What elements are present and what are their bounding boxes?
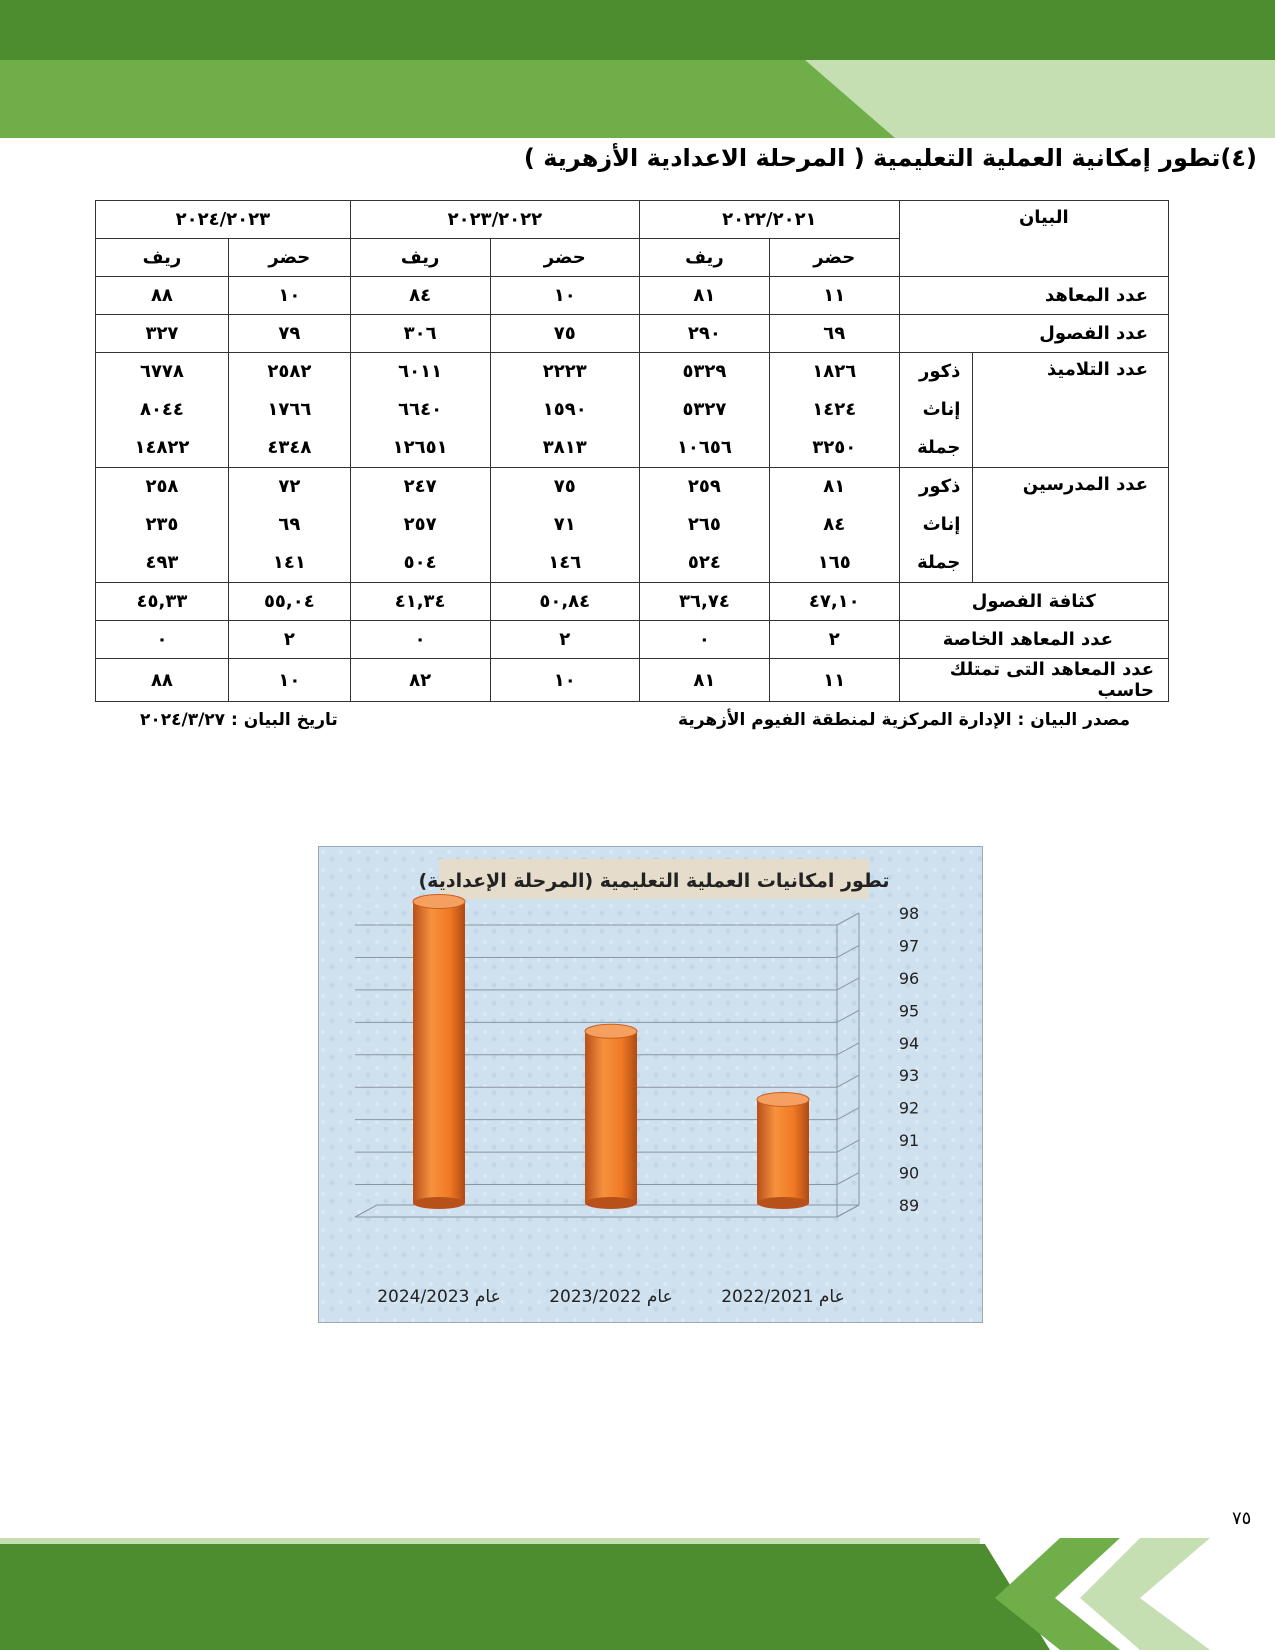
table-cell: ٧٥	[490, 315, 639, 353]
table-row	[96, 659, 1169, 702]
bar-base	[757, 1197, 809, 1209]
table-cell: ٥٣٢٩ ٥٣٢٧ ١٠٦٥٦	[639, 353, 769, 468]
table-cell: ٨٨	[96, 277, 229, 315]
table-cell: ٢	[228, 621, 350, 659]
page-number: ٧٥	[1232, 1508, 1252, 1529]
table-cell: ٨١	[639, 659, 769, 702]
table-cell: ١١	[769, 277, 899, 315]
table-cell: ٢٥٨ ٢٣٥ ٤٩٣	[96, 468, 229, 583]
table-cell: ٦٠١١ ٦٦٤٠ ١٢٦٥١	[350, 353, 490, 468]
sub-label: إناث	[922, 514, 961, 535]
gender-labels	[899, 353, 973, 468]
table-cell: ١٠	[228, 277, 350, 315]
table-cell: ٢٢٢٣ ١٥٩٠ ٣٨١٣	[490, 353, 639, 468]
table-cell: ٨٨	[96, 659, 229, 702]
table-cell: ١٠	[228, 659, 350, 702]
year-header: ٢٠٢٤/٢٠٢٣	[96, 201, 351, 239]
x-tick-label: عام 2024/2023	[377, 1287, 501, 1307]
bar	[413, 902, 465, 1203]
y-tick-label: 92	[898, 1098, 920, 1118]
urban-header: حضر	[490, 239, 639, 277]
table-cell: ٥٠,٨٤	[490, 583, 639, 621]
sub-label: إناث	[922, 399, 961, 420]
y-tick-label: 98	[898, 904, 920, 923]
table-cell: ٥٥,٠٤	[228, 583, 350, 621]
y-tick-label: 90	[898, 1163, 920, 1183]
data-table	[95, 200, 1169, 702]
row-label: عدد المعاهد التى تمتلك حاسب	[899, 659, 1168, 702]
label-header: البيان	[899, 201, 1168, 277]
sub-label: ذكور	[919, 476, 961, 497]
table-cell: ٠	[96, 621, 229, 659]
table-cell: ٤٥,٣٣	[96, 583, 229, 621]
table-cell: ٠	[350, 621, 490, 659]
chart-title: تطور امكانيات العملية التعليمية (المرحلة الإعدادية)	[418, 870, 890, 892]
table-cell: ٧٢ ٦٩ ١٤١	[228, 468, 350, 583]
table-cell: ٨١ ٨٤ ١٦٥	[769, 468, 899, 583]
table-cell: ٢	[769, 621, 899, 659]
table-cell: ٣٦,٧٤	[639, 583, 769, 621]
row-label: عدد المعاهد	[899, 277, 1168, 315]
table-cell: ٨٢	[350, 659, 490, 702]
bar-top	[585, 1024, 637, 1038]
year-header: ٢٠٢٢/٢٠٢١	[639, 201, 899, 239]
table-cell: ٣٠٦	[350, 315, 490, 353]
rural-header: ريف	[96, 239, 229, 277]
table-cell: ٢٥٨٢ ١٧٦٦ ٤٣٤٨	[228, 353, 350, 468]
gender-labels	[899, 468, 973, 583]
x-tick-label: عام 2023/2022	[549, 1287, 673, 1307]
sub-label: جملة	[917, 552, 961, 573]
table-cell: ٨٤	[350, 277, 490, 315]
page-title: (٤)تطور إمكانية العملية التعليمية ( المرحلة الاعدادية الأزهرية )	[523, 144, 1257, 172]
y-tick-label: 97	[898, 936, 920, 956]
table-cell: ٤٧,١٠	[769, 583, 899, 621]
table-cell: ١٠	[490, 277, 639, 315]
table-cell: ٢٥٩ ٢٦٥ ٥٢٤	[639, 468, 769, 583]
row-label: عدد المعاهد الخاصة	[899, 621, 1168, 659]
rural-header: ريف	[639, 239, 769, 277]
bar	[757, 1099, 809, 1203]
table-cell: ٦٩	[769, 315, 899, 353]
y-tick-label: 94	[898, 1033, 920, 1053]
table-cell: ١٠	[490, 659, 639, 702]
table-cell: ١١	[769, 659, 899, 702]
urban-header: حضر	[228, 239, 350, 277]
table-cell: ٨١	[639, 277, 769, 315]
row-label: عدد الفصول	[899, 315, 1168, 353]
sub-label: جملة	[917, 437, 961, 458]
sub-label: ذكور	[919, 361, 961, 382]
table-row	[96, 468, 1169, 583]
year-header: ٢٠٢٣/٢٠٢٢	[350, 201, 639, 239]
y-tick-label: 89	[898, 1196, 920, 1215]
rural-header: ريف	[350, 239, 490, 277]
table-row	[96, 353, 1169, 468]
table-row	[96, 277, 1169, 315]
table-cell: ٧٥ ٧١ ١٤٦	[490, 468, 639, 583]
x-tick-label: عام 2022/2021	[721, 1287, 845, 1307]
table-cell: ٣٢٧	[96, 315, 229, 353]
bar-base	[413, 1197, 465, 1209]
source-note: مصدر البيان : الإدارة المركزية لمنطقة الفيوم الأزهرية	[678, 710, 1130, 730]
row-label: عدد التلاميذ	[973, 353, 1169, 468]
table-row	[96, 315, 1169, 353]
table-cell: ٧٩	[228, 315, 350, 353]
table-cell: ٢٩٠	[639, 315, 769, 353]
row-label: كثافة الفصول	[899, 583, 1168, 621]
header-dark-band	[0, 0, 1275, 60]
bar-chart	[318, 846, 983, 1323]
bar-base	[585, 1197, 637, 1209]
bar-top	[413, 895, 465, 909]
chart-canvas	[319, 847, 982, 1322]
table-row	[96, 621, 1169, 659]
bar	[585, 1031, 637, 1203]
date-note: تاريخ البيان : ٢٠٢٤/٣/٢٧	[140, 710, 338, 730]
row-label: عدد المدرسين	[973, 468, 1169, 583]
header-banner	[0, 0, 1275, 140]
bar-top	[757, 1092, 809, 1106]
y-tick-label: 93	[898, 1066, 920, 1086]
table-cell: ١٨٢٦ ١٤٢٤ ٣٢٥٠	[769, 353, 899, 468]
x-axis-labels	[377, 1287, 845, 1307]
table-row	[96, 583, 1169, 621]
y-tick-label: 95	[898, 1001, 920, 1021]
table-cell: ٦٧٧٨ ٨٠٤٤ ١٤٨٢٢	[96, 353, 229, 468]
y-tick-label: 96	[898, 968, 920, 988]
footer-dark-band	[0, 1544, 1050, 1650]
table-cell: ٤١,٣٤	[350, 583, 490, 621]
table-cell: ٢٤٧ ٢٥٧ ٥٠٤	[350, 468, 490, 583]
table-cell: ٢	[490, 621, 639, 659]
y-tick-label: 91	[898, 1131, 920, 1151]
footer-banner	[0, 1538, 1275, 1650]
table-cell: ٠	[639, 621, 769, 659]
urban-header: حضر	[769, 239, 899, 277]
